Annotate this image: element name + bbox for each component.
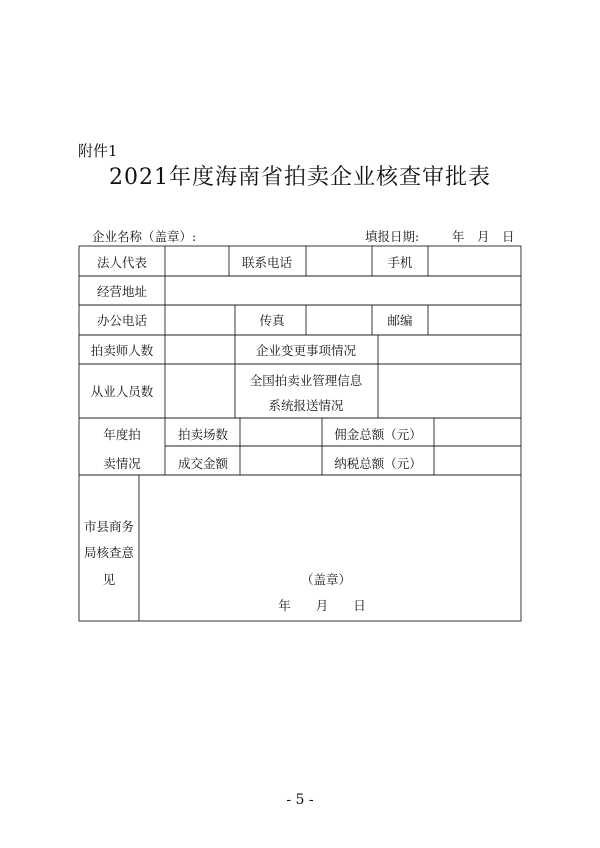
system-report-label-line2: 系统报送情况 [268, 398, 344, 413]
legal-rep-field[interactable] [166, 247, 228, 275]
review-date-label: 年 月 日 [278, 598, 366, 613]
change-items-field[interactable] [379, 336, 520, 363]
business-address-field[interactable] [166, 277, 520, 304]
business-address-label: 经营地址 [96, 284, 148, 299]
annual-label-line1: 年度拍 [103, 427, 141, 442]
postcode-label: 邮编 [387, 313, 413, 328]
auctioneer-count-label: 拍卖师人数 [90, 343, 154, 358]
deal-amount-field[interactable] [241, 447, 321, 474]
change-items-label: 企业变更事项情况 [255, 343, 357, 358]
attachment-label: 附件1 [78, 142, 118, 160]
deal-amount-label: 成交金额 [177, 456, 229, 471]
auctioneer-count-field[interactable] [166, 336, 234, 363]
fill-date-label: 填报日期: [365, 229, 420, 244]
company-name-label: 企业名称（盖章）: [92, 229, 197, 244]
mobile-field[interactable] [429, 247, 520, 275]
legal-rep-label: 法人代表 [96, 255, 148, 270]
annual-label-line2: 卖情况 [103, 456, 141, 471]
fill-date-placeholder: 年 月 日 [452, 229, 515, 244]
employee-count-label: 从业人员数 [90, 384, 154, 399]
system-report-label-line1: 全国拍卖业管理信息 [249, 373, 363, 388]
system-report-field[interactable] [379, 365, 520, 417]
auction-sessions-field[interactable] [241, 419, 321, 445]
contact-phone-field[interactable] [307, 247, 371, 275]
review-seal-label: （盖章） [300, 572, 352, 587]
page-title: 2021年度海南省拍卖企业核查审批表 [109, 165, 491, 190]
tax-total-label: 纳税总额（元） [334, 456, 422, 471]
review-label-line3: 见 [102, 572, 116, 587]
fax-field[interactable] [307, 306, 371, 334]
commission-total-label: 佣金总额（元） [334, 427, 422, 442]
fax-label: 传真 [259, 313, 285, 328]
review-label-line1: 市县商务 [83, 519, 135, 534]
contact-phone-label: 联系电话 [241, 255, 293, 270]
auction-sessions-label: 拍卖场数 [177, 427, 229, 442]
mobile-label: 手机 [387, 255, 413, 270]
tax-total-field[interactable] [435, 447, 520, 474]
postcode-field[interactable] [429, 306, 520, 334]
office-phone-label: 办公电话 [96, 313, 148, 328]
employee-count-field[interactable] [166, 365, 234, 417]
office-phone-field[interactable] [166, 306, 234, 334]
page-number: - 5 - [286, 792, 314, 808]
commission-total-field[interactable] [435, 419, 520, 445]
review-label-line2: 局核查意 [83, 545, 135, 560]
